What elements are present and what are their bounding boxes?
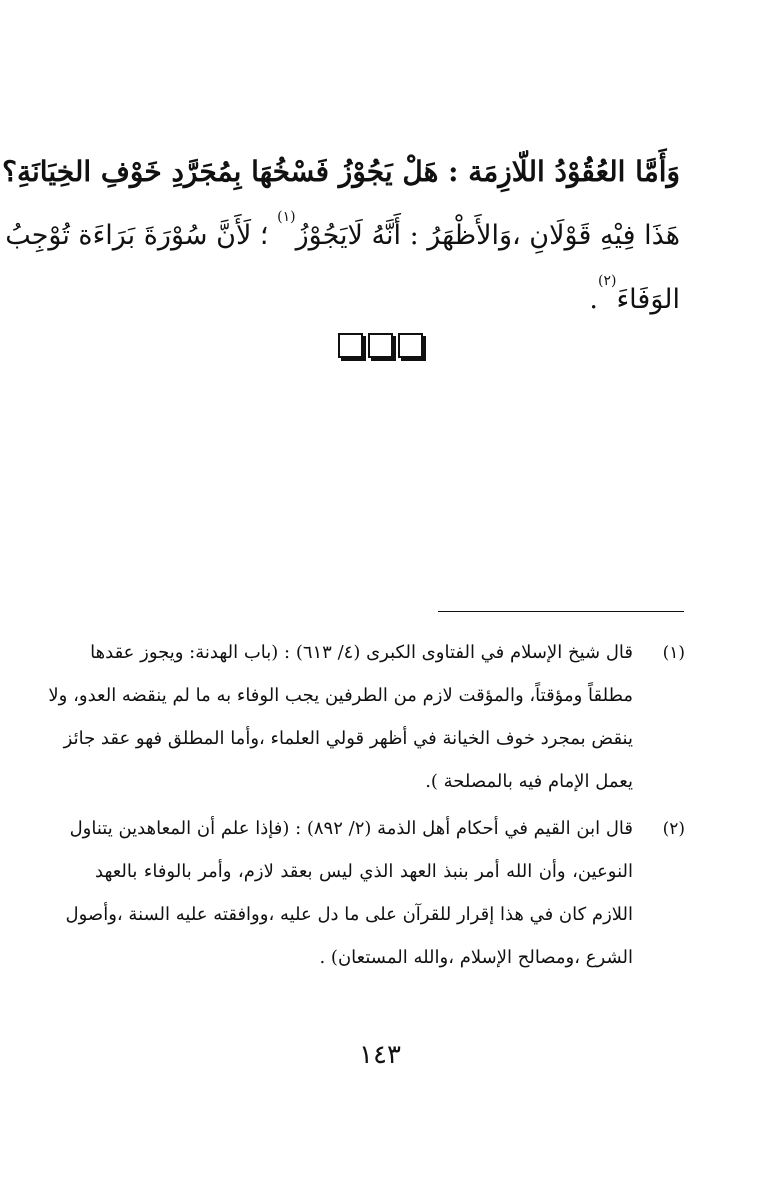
main-text <box>2 140 680 332</box>
answer-line <box>5 204 680 268</box>
footnote-line: يعمل الإمام فيه بالمصلحة ). <box>425 771 633 792</box>
separator-box-icon <box>368 333 393 358</box>
footnote-body <box>48 633 633 805</box>
footnote-body <box>65 809 633 981</box>
footnote-divider <box>438 611 684 612</box>
footnote-line: الشرع ،ومصالح الإسلام ،والله المستعان) . <box>319 947 633 968</box>
reason-text: ؛ لَأَنَّ سُوْرَةَ بَرَاءَة تُوْجِبُ <box>5 220 269 251</box>
section-separator <box>320 333 440 363</box>
footnote-line: اللازم كان في هذا إقرار للقرآن على ما دل عليه ،ووافقته عليه السنة ،وأصول <box>65 904 633 925</box>
footnote-ref-1[interactable]: (١) <box>277 209 296 225</box>
separator-box-icon <box>338 333 363 358</box>
footnote-number: (٢) <box>662 819 685 839</box>
footnote-line: ينقض بمجرد خوف الخيانة في أظهر قولي العلماء ،وأما المطلق فهو عقد جائز <box>63 728 633 749</box>
separator-box-icon <box>398 333 423 358</box>
continuation-text: الوَفَاءَ <box>616 284 680 315</box>
page-number: ١٤٣ <box>359 1040 401 1070</box>
answer-text: هَذَا فِيْهِ قَوْلَانِ ،وَالأَظْهَرُ : أَنَّهُ لَايَجُوْزُ <box>295 220 680 251</box>
footnote-line: النوعين، وأن الله أمر بنبذ العهد الذي ليس بعقد لازم، وأمر بالوفاء بالعهد <box>95 861 633 882</box>
footnote-ref-2[interactable]: (٢) <box>598 273 617 289</box>
sentence-end: . <box>589 284 599 315</box>
footnote-line: مطلقاً ومؤقتاً، والمؤقت لازم من الطرفين يجب الوفاء به ما لم ينقضه العدو، ولا <box>48 685 633 706</box>
continuation-line <box>90 268 680 332</box>
question-text: وَأَمَّا العُقُوْدُ اللّازِمَة : هَلْ يَجُوْزُ فَسْخُهَا بِمُجَرَّدِ خَوْفِ الخِيَانَةِ؟ <box>2 155 680 188</box>
question-line <box>2 140 680 204</box>
footnote-2 <box>65 809 685 981</box>
footnote-line: قال ابن القيم في أحكام أهل الذمة (٢/ ٨٩٢) : (فإذا علم أن المعاهدين يتناول <box>69 818 633 839</box>
footnotes <box>48 633 685 985</box>
footnote-1 <box>48 633 685 805</box>
footnote-line: قال شيخ الإسلام في الفتاوى الكبرى (٤/ ٦١٣) : (باب الهدنة: ويجوز عقدها <box>90 642 633 663</box>
footnote-number: (١) <box>662 643 685 663</box>
